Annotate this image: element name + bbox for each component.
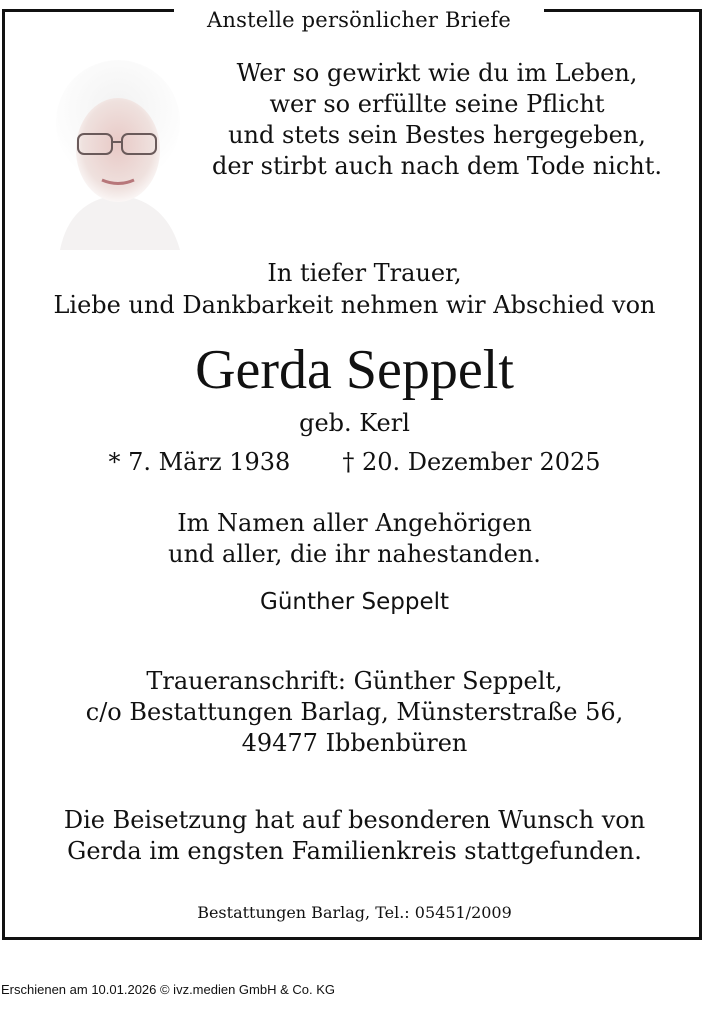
family-line-1: Im Namen aller Angehörigen	[177, 509, 532, 537]
note-line-2: Gerda im engsten Familienkreis stattgefunden.	[67, 837, 642, 865]
publication-footer: Erschienen am 10.01.2026 © ivz.medien GmbH & Co. KG	[1, 982, 336, 997]
intro-line-2: Liebe und Dankbarkeit nehmen wir Abschied von	[53, 291, 656, 319]
death-date: † 20. Dezember 2025	[342, 448, 601, 476]
poem-line: und stets sein Bestes hergegeben,	[228, 121, 646, 149]
poem	[200, 58, 674, 182]
address-line-3: 49477 Ibbenbüren	[241, 729, 468, 757]
header-text: Anstelle persönlicher Briefe	[174, 9, 544, 31]
maiden-name: geb. Kerl	[299, 409, 410, 437]
mourner-name: Günther Seppelt	[260, 589, 449, 615]
intro-line-1: In tiefer Trauer,	[267, 259, 462, 287]
undertaker-contact: Bestattungen Barlag, Tel.: 05451/2009	[197, 903, 512, 922]
address-line-1: Traueranschrift: Günther Seppelt,	[146, 667, 563, 695]
note-line-1: Die Beisetzung hat auf besonderen Wunsch von	[63, 806, 646, 834]
family-line-2: und aller, die ihr nahestanden.	[168, 540, 541, 568]
birth-date: * 7. März 1938	[108, 448, 291, 476]
life-dates	[0, 447, 709, 477]
poem-line: Wer so gewirkt wie du im Leben,	[236, 59, 638, 87]
address-line-2: c/o Bestattungen Barlag, Münsterstraße 56,	[85, 698, 624, 726]
poem-line: wer so erfüllte seine Pflicht	[269, 90, 605, 118]
portrait-photo	[40, 50, 195, 250]
deceased-name: Gerda Seppelt	[195, 339, 514, 401]
poem-line: der stirbt auch nach dem Tode nicht.	[211, 152, 663, 180]
